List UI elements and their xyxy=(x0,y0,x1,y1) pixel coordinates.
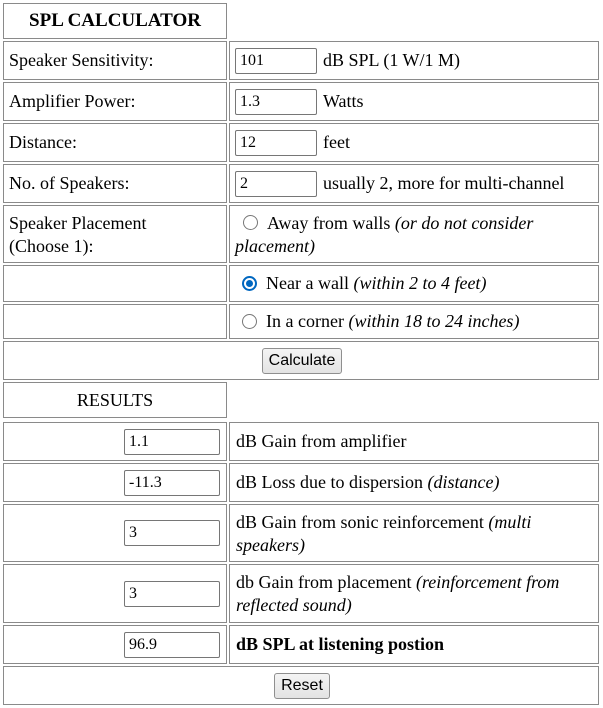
dispersion-loss-text: dB Loss due to dispersion xyxy=(236,472,423,492)
distance-input[interactable] xyxy=(235,130,317,156)
calculate-row xyxy=(3,341,599,380)
placement-gain-cell xyxy=(3,564,227,623)
amp-gain-text: dB Gain from amplifier xyxy=(236,431,407,451)
power-unit: Watts xyxy=(323,91,364,111)
sonic-gain-output[interactable] xyxy=(124,520,220,546)
speakers-unit: usually 2, more for multi-channel xyxy=(323,173,565,193)
calculate-button[interactable]: Calculate xyxy=(262,348,343,374)
dispersion-loss-desc xyxy=(229,463,599,502)
power-cell xyxy=(229,82,599,121)
total-spl-desc xyxy=(229,625,599,664)
radio-away-from-walls[interactable] xyxy=(243,215,258,230)
empty-cell-1 xyxy=(3,265,227,302)
placement-option-corner[interactable] xyxy=(229,304,599,339)
dispersion-loss-output[interactable] xyxy=(124,470,220,496)
calculator-title-text: SPL CALCULATOR xyxy=(29,10,201,31)
speakers-label-text: No. of Speakers: xyxy=(9,173,130,193)
results-header xyxy=(3,382,227,418)
placement-option-corner-note: (within 18 to 24 inches) xyxy=(348,311,520,331)
placement-option-wall-text: Near a wall xyxy=(266,273,349,293)
placement-label xyxy=(3,205,227,263)
speakers-input[interactable] xyxy=(235,171,317,197)
radio-in-a-corner[interactable] xyxy=(242,314,257,329)
dispersion-loss-cell xyxy=(3,463,227,502)
sensitivity-unit: dB SPL (1 W/1 M) xyxy=(323,50,461,70)
placement-option-corner-text: In a corner xyxy=(266,311,344,331)
radio-near-a-wall[interactable] xyxy=(242,276,257,291)
placement-option-wall[interactable] xyxy=(229,265,599,302)
sensitivity-cell xyxy=(229,41,599,80)
speakers-cell xyxy=(229,164,599,203)
sonic-gain-note: (multi speakers) xyxy=(236,512,532,555)
placement-label-line1: Speaker Placement xyxy=(9,213,147,233)
placement-option-away[interactable] xyxy=(229,205,599,263)
empty-cell-2 xyxy=(3,304,227,339)
total-spl-cell xyxy=(3,625,227,664)
dispersion-loss-note: (distance) xyxy=(427,472,500,492)
amp-gain-output[interactable] xyxy=(124,429,220,455)
placement-gain-output[interactable] xyxy=(124,581,220,607)
sonic-gain-text: dB Gain from sonic reinforcement xyxy=(236,512,484,532)
sonic-gain-cell xyxy=(3,504,227,562)
total-spl-output[interactable] xyxy=(124,632,220,658)
placement-gain-note: (reinforcement from reflected sound) xyxy=(236,572,560,615)
placement-gain-text: db Gain from placement xyxy=(236,572,412,592)
reset-row xyxy=(3,666,599,705)
power-input[interactable] xyxy=(235,89,317,115)
sensitivity-input[interactable] xyxy=(235,48,317,74)
amp-gain-cell xyxy=(3,422,227,461)
results-header-text: RESULTS xyxy=(76,389,154,410)
calculator-title xyxy=(3,3,227,39)
placement-label-line2: (Choose 1): xyxy=(9,236,94,256)
distance-label xyxy=(3,123,227,162)
distance-cell xyxy=(229,123,599,162)
total-spl-text: dB SPL at listening postion xyxy=(236,634,445,654)
placement-option-away-text: Away from walls xyxy=(267,213,391,233)
placement-option-away-note: (or do not consider placement) xyxy=(235,213,534,256)
distance-label-text: Distance: xyxy=(9,132,77,152)
sensitivity-label xyxy=(3,41,227,80)
placement-option-wall-note: (within 2 to 4 feet) xyxy=(353,273,487,293)
distance-unit: feet xyxy=(323,132,350,152)
sensitivity-label-text: Speaker Sensitivity: xyxy=(9,50,154,70)
sonic-gain-desc xyxy=(229,504,599,562)
amp-gain-desc xyxy=(229,422,599,461)
power-label-text: Amplifier Power: xyxy=(9,91,136,111)
placement-gain-desc xyxy=(229,564,599,623)
speakers-label xyxy=(3,164,227,203)
power-label xyxy=(3,82,227,121)
reset-button[interactable]: Reset xyxy=(274,673,330,699)
